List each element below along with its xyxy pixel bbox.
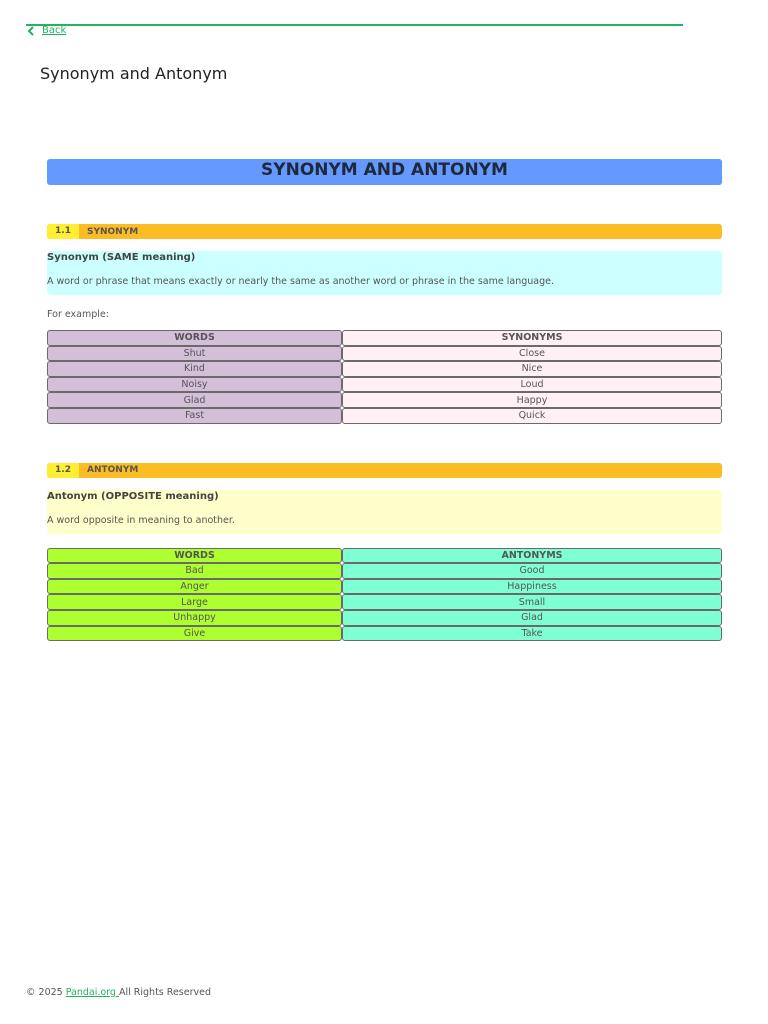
synonym-definition-text: A word or phrase that means exactly or nearly the same as another word or phrase in the same language. [47, 276, 554, 287]
table-row [47, 377, 722, 393]
content-banner: SYNONYM AND ANTONYM [47, 159, 722, 185]
table-row [47, 346, 722, 362]
footer-site-link[interactable]: Pandai.org [65, 987, 119, 998]
synonym-cell: Loud [342, 377, 722, 393]
antonym-cell: Take [342, 626, 722, 642]
table-row [47, 579, 722, 595]
example-label: For example: [47, 309, 109, 320]
word-cell: Unhappy [47, 610, 342, 626]
section-name: SYNONYM [87, 226, 139, 237]
header-synonyms: SYNONYMS [342, 330, 722, 346]
word-cell: Glad [47, 392, 342, 408]
word-cell: Bad [47, 563, 342, 579]
page-title: Synonym and Antonym [40, 64, 228, 83]
antonym-definition-box [47, 490, 722, 534]
word-cell: Give [47, 626, 342, 642]
section-number: 1.2 [47, 463, 79, 478]
header-words: WORDS [47, 548, 342, 564]
chevron-left-icon [26, 26, 36, 36]
word-cell: Large [47, 594, 342, 610]
main-content [47, 159, 722, 641]
table-row [47, 594, 722, 610]
table-row [47, 563, 722, 579]
antonym-definition-text: A word opposite in meaning to another. [47, 514, 235, 526]
section-number: 1.1 [47, 224, 79, 239]
synonym-cell: Nice [342, 361, 722, 377]
footer-copyright: © 2025 [26, 987, 66, 998]
synonym-definition-title: Synonym (SAME meaning) [47, 252, 196, 263]
table-row [47, 626, 722, 642]
synonym-table [47, 330, 722, 424]
antonym-definition-title: Antonym (OPPOSITE meaning) [47, 490, 219, 502]
table-row [47, 610, 722, 626]
top-divider [26, 24, 683, 26]
word-cell: Shut [47, 346, 342, 362]
word-cell: Fast [47, 408, 342, 424]
section-header-antonym [47, 463, 722, 478]
antonym-cell: Happiness [342, 579, 722, 595]
table-row [47, 392, 722, 408]
antonym-cell: Glad [342, 610, 722, 626]
antonym-cell: Small [342, 594, 722, 610]
synonym-cell: Quick [342, 408, 722, 424]
section-header-synonym [47, 224, 722, 239]
back-link-label[interactable]: Back [42, 24, 67, 36]
table-header-row [47, 330, 722, 346]
synonym-cell: Close [342, 346, 722, 362]
word-cell: Kind [47, 361, 342, 377]
header-antonyms: ANTONYMS [342, 548, 722, 564]
word-cell: Noisy [47, 377, 342, 393]
antonym-table [47, 548, 722, 642]
section-name: ANTONYM [87, 465, 139, 476]
word-cell: Anger [47, 579, 342, 595]
table-header-row [47, 548, 722, 564]
synonym-cell: Happy [342, 392, 722, 408]
antonym-cell: Good [342, 563, 722, 579]
back-link[interactable] [26, 24, 66, 36]
table-row [47, 408, 722, 424]
footer-rights: All Rights Reserved [118, 987, 211, 998]
synonym-definition-box [47, 251, 722, 295]
header-words: WORDS [47, 330, 342, 346]
footer [26, 987, 211, 998]
table-row [47, 361, 722, 377]
